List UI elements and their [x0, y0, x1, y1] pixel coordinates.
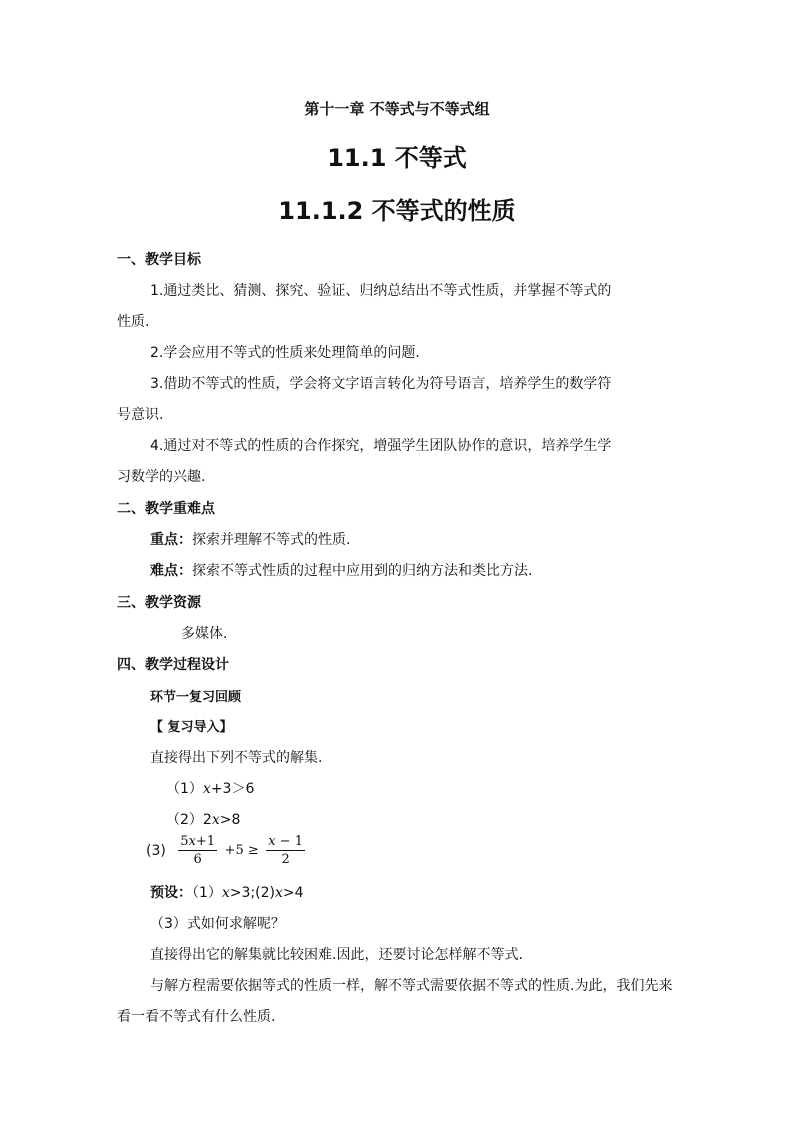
fraction-1 — [178, 834, 217, 867]
subsection-title: 11.1.2 不等式的性质 — [278, 197, 516, 225]
goal-4-line-2: 习数学的兴趣. — [117, 469, 206, 485]
section-title: 11.1 不等式 — [327, 144, 467, 172]
question-1-prefix: （1） — [166, 781, 203, 797]
question-3-ask: （3）式如何求解呢？ — [150, 916, 285, 932]
goal-1-line-1: 1.通过类比、猜测、探究、验证、归纳总结出不等式性质，并掌握不等式的 — [150, 283, 612, 299]
paragraph-2-line-1: 与解方程需要依据等式的性质一样，解不等式需要依据不等式的性质.为此，我们先来 — [150, 978, 673, 994]
key-point-text: 探索并理解不等式的性质. — [192, 532, 351, 548]
heading-process: 四、教学过程设计 — [117, 657, 229, 673]
preset-answers — [150, 882, 304, 902]
heading-key-points: 二、教学重难点 — [117, 501, 215, 517]
question-2-prefix: （2）2 — [166, 812, 212, 828]
question-3-prefix: (3) — [146, 842, 166, 859]
preset-c: >4 — [282, 885, 304, 901]
question-2 — [166, 809, 240, 829]
key-point — [150, 529, 350, 549]
paragraph-1: 直接得出它的解集就比较困难.因此，还要讨论怎样解不等式. — [150, 947, 523, 963]
preset-b: >3;(2) — [229, 885, 276, 901]
fraction-2 — [266, 834, 305, 867]
fraction-2-const: − 1 — [275, 834, 303, 849]
question-1-rest: +3＞6 — [210, 781, 255, 797]
question-1 — [166, 778, 254, 798]
goal-4-line-1: 4.通过对不等式的性质的合作探究，增强学生团队协作的意识，培养学生学 — [150, 438, 612, 454]
question-2-rest: >8 — [219, 812, 241, 828]
heading-objectives: 一、教学目标 — [117, 252, 201, 268]
paragraph-2-line-2: 看一看不等式有什么性质. — [117, 1009, 276, 1025]
chapter-title: 第十一章 不等式与不等式组 — [304, 100, 490, 118]
fraction-2-denominator: 2 — [281, 852, 290, 867]
goal-2: 2.学会应用不等式的性质来处理简单的问题. — [150, 345, 420, 361]
question-3 — [146, 834, 305, 867]
preset-var-1: x — [221, 885, 230, 901]
question-3-middle: +5 ≥ — [224, 843, 259, 858]
key-point-label: 重点： — [150, 532, 192, 548]
step-title: 环节一复习回顾 — [150, 690, 242, 705]
goal-3-line-1: 3.借助不等式的性质，学会将文字语言转化为符号语言，培养学生的数学符 — [150, 376, 612, 392]
goal-3-line-2: 号意识. — [117, 407, 164, 423]
fraction-2-numerator — [266, 834, 305, 851]
fraction-1-var: x — [188, 834, 196, 849]
fraction-1-numerator — [178, 834, 217, 851]
difficult-point-text: 探索不等式性质的过程中应用到的归纳方法和类比方法. — [192, 563, 533, 579]
preset-a: （1） — [192, 885, 222, 901]
fraction-2-var: x — [268, 834, 276, 849]
fraction-1-coef: 5 — [180, 834, 189, 849]
goal-1-line-2: 性质. — [117, 314, 150, 330]
review-intro: 直接得出下列不等式的解集. — [150, 750, 323, 766]
difficult-point-label: 难点： — [150, 563, 192, 579]
preset-var-2: x — [275, 885, 283, 901]
preset-label: 预设： — [150, 885, 192, 901]
review-tag: 【 复习导入】 — [150, 720, 233, 735]
difficult-point — [150, 560, 532, 580]
question-1-var: x — [202, 781, 211, 797]
heading-resources: 三、教学资源 — [117, 595, 201, 611]
fraction-1-const: +1 — [195, 834, 216, 849]
fraction-1-denominator: 6 — [193, 852, 202, 867]
question-2-var: x — [211, 812, 220, 828]
resources-text: 多媒体. — [181, 626, 228, 642]
